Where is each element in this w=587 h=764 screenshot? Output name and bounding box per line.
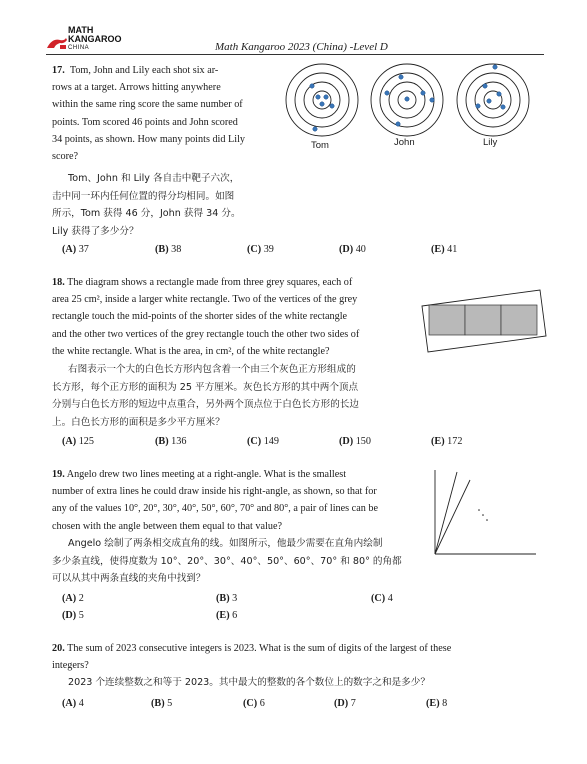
q19-cn-line-3: 可以从其中两条直线的夹角中找到？ (52, 573, 206, 584)
q19-right-angle-figure (430, 466, 540, 558)
option-letter: (D) (339, 244, 354, 255)
option-value: 125 (78, 436, 94, 447)
target-tom (286, 64, 358, 136)
q18-cn-line-4: 上。白色长方形的面积是多少平方厘米？ (52, 416, 225, 428)
option-value: 5 (167, 698, 173, 709)
option-value: 6 (259, 698, 265, 709)
option-letter: (A) (62, 436, 77, 447)
q20-line-1: The sum of 2023 consecutive integers is 2023. What is the sum of digits of the largest of these (67, 643, 452, 654)
q18-text-cn (52, 361, 422, 431)
q17-option-b[interactable] (155, 244, 181, 255)
q19-cn-line-2: 多少条直线，使得度数为 10°、20°、30°、40°、50°、60°、70° 和 80° 的角都 (52, 555, 402, 567)
q20-number: 20. (52, 643, 65, 654)
option-letter: (D) (339, 436, 354, 447)
target-label-tom: Tom (311, 140, 329, 151)
q18-line-1: The diagram shows a rectangle made from three grey squares, each of (67, 277, 353, 288)
q17-cn-line-2: 击中同一环内任何位置的得分均相同。如图 (52, 190, 235, 202)
q18-line-4: and the other two vertices of the grey rectangle touch the other two sides of (52, 328, 360, 340)
q17-option-c[interactable] (247, 244, 274, 255)
option-value: 6 (232, 610, 238, 621)
option-value: 3 (232, 593, 238, 604)
q18-option-c[interactable] (247, 436, 279, 447)
q19-cn-line-1: Angelo 绘制了两条相交成直角的线。如图所示，他最少需要在直角内绘制 (68, 538, 383, 549)
q17-line (52, 62, 280, 79)
q20-option-e[interactable] (426, 698, 447, 709)
option-value: 5 (78, 610, 84, 621)
option-letter: (D) (334, 698, 349, 709)
option-letter: (A) (62, 698, 77, 709)
q17-line-6: score? (52, 151, 79, 163)
option-letter: (C) (371, 593, 386, 604)
q18-cn-line-2: 长方形，每个正方形的面积为 25 平方厘米。灰色长方形的其中两个顶点 (52, 381, 359, 393)
q18-option-d[interactable] (339, 436, 371, 447)
option-letter: (B) (155, 436, 169, 447)
option-letter: (B) (155, 244, 169, 255)
grey-square-1 (429, 305, 465, 335)
q20-option-c[interactable] (243, 698, 265, 709)
option-value: 8 (442, 698, 448, 709)
option-value: 136 (171, 436, 187, 447)
q17-line-2: rows at a target. Arrows hitting anywhere (52, 82, 221, 94)
q19-option-c[interactable] (371, 593, 393, 604)
q20-line (52, 640, 532, 657)
q18-number: 18. (52, 277, 65, 288)
q18-line-5: the white rectangle. What is the area, in cm², of the white rectangle? (52, 345, 330, 357)
q18-line-3: rectangle touch the mid-points of the shorter sides of the white rectangle (52, 311, 348, 323)
option-letter: (B) (216, 593, 230, 604)
option-letter: (C) (243, 698, 258, 709)
target-label-lily: Lily (483, 137, 498, 148)
q20-text-cn (68, 674, 538, 692)
q19-option-e[interactable] (216, 610, 237, 621)
option-letter: (E) (431, 244, 445, 255)
option-value: 150 (355, 436, 371, 447)
q17-option-d[interactable] (339, 244, 366, 255)
grey-square-2 (465, 305, 501, 335)
grey-square-3 (501, 305, 537, 335)
logo-wordmark (68, 26, 122, 53)
q18-option-e[interactable] (431, 436, 462, 447)
extra-line-2 (435, 480, 470, 554)
option-value: 41 (447, 244, 458, 255)
q19-line-1: Angelo drew two lines meeting at a right-angle. What is the smallest (66, 469, 347, 480)
option-value: 4 (78, 698, 84, 709)
q18-rectangles-figure (420, 288, 548, 354)
ellipsis-dot (486, 519, 488, 521)
extra-line-1 (435, 472, 457, 554)
target-john (371, 64, 443, 136)
logo-line-math: MATH (68, 25, 94, 35)
ellipsis-dot (478, 509, 480, 511)
logo-line-kangaroo: KANGAROO (68, 34, 122, 44)
q18-cn-line-1: 右图表示一个大的白色长方形内包含着一个由三个灰色正方形组成的 (68, 364, 356, 375)
q20-line-2: integers? (52, 660, 89, 672)
target-label-john: John (394, 137, 415, 148)
q17-line-5: 34 points, as shown. How many points did Lily (52, 133, 245, 145)
q19-option-b[interactable] (216, 593, 237, 604)
option-value: 39 (263, 244, 274, 255)
q19-text-cn (52, 535, 424, 588)
option-letter: (E) (216, 610, 230, 621)
header-divider (46, 54, 544, 55)
option-letter: (C) (247, 436, 262, 447)
option-letter: (A) (62, 593, 77, 604)
q17-cn-line-4: Lily 获得了多少分？ (52, 225, 139, 237)
q19-option-d[interactable] (62, 610, 84, 621)
q18-line (52, 274, 414, 291)
q19-line-4: chosen with the angle between them equal to that value? (52, 520, 282, 532)
option-value: 149 (263, 436, 279, 447)
q20-option-b[interactable] (151, 698, 172, 709)
option-letter: (B) (151, 698, 165, 709)
option-letter: (C) (247, 244, 262, 255)
q18-line-2: area 25 cm², inside a larger white rectangle. Two of the vertices of the grey (52, 294, 358, 306)
q17-line-3: within the same ring score the same number of (52, 99, 243, 111)
q20-option-d[interactable] (334, 698, 356, 709)
option-value: 40 (355, 244, 366, 255)
q20-text-en (52, 640, 532, 674)
q19-text-en (52, 466, 424, 535)
option-letter: (D) (62, 610, 77, 621)
q17-cn-line-3: 所示，Tom 获得 46 分，John 获得 34 分。 (52, 208, 241, 219)
option-letter: (E) (426, 698, 440, 709)
logo-line-china: CHINA (68, 45, 90, 51)
q18-cn-line-3: 分别与白色长方形的短边中点重合，另外两个顶点位于白色长方形的长边 (52, 399, 359, 410)
page-header-title: Math Kangaroo 2023 (China) -Level D (215, 41, 388, 53)
q17-line-4: points. Tom scored 46 points and John scored (52, 116, 238, 128)
q19-number: 19. (52, 469, 65, 480)
q17-cn-line-1: Tom、John 和 Lily 各自击中靶子六次， (68, 173, 240, 184)
option-value: 38 (171, 244, 182, 255)
q20-cn-line-1: 2023 个连续整数之和等于 2023。其中最大的整数的各个数位上的数字之和是多少？ (68, 677, 430, 688)
option-letter: (A) (62, 244, 77, 255)
q17-text-cn (52, 170, 282, 240)
option-value: 4 (387, 593, 393, 604)
option-value: 7 (350, 698, 356, 709)
q17-line-1: Tom, John and Lily each shot six ar- (69, 65, 219, 76)
q18-option-a[interactable] (62, 436, 94, 447)
q20-option-a[interactable] (62, 698, 84, 709)
q19-line-3: any of the values 10°, 20°, 30°, 40°, 50°, 60°, 70° and 80°, a pair of lines can be (52, 503, 378, 515)
q19-line (52, 466, 424, 483)
q17-text-en (52, 62, 280, 165)
option-value: 172 (447, 436, 463, 447)
q17-option-e[interactable] (431, 244, 457, 255)
q18-option-b[interactable] (155, 436, 186, 447)
q18-text-en (52, 274, 414, 360)
option-letter: (E) (431, 436, 445, 447)
q19-option-a[interactable] (62, 593, 84, 604)
q17-number: 17. (52, 65, 65, 76)
ellipsis-dot (482, 514, 484, 516)
kangaroo-logo-icon (46, 36, 68, 50)
option-value: 37 (78, 244, 89, 255)
option-value: 2 (78, 593, 84, 604)
q19-line-2: number of extra lines he could draw inside his right-angle, as shown, so that for (52, 486, 377, 498)
target-lily (457, 64, 529, 136)
q17-option-a[interactable] (62, 244, 89, 255)
